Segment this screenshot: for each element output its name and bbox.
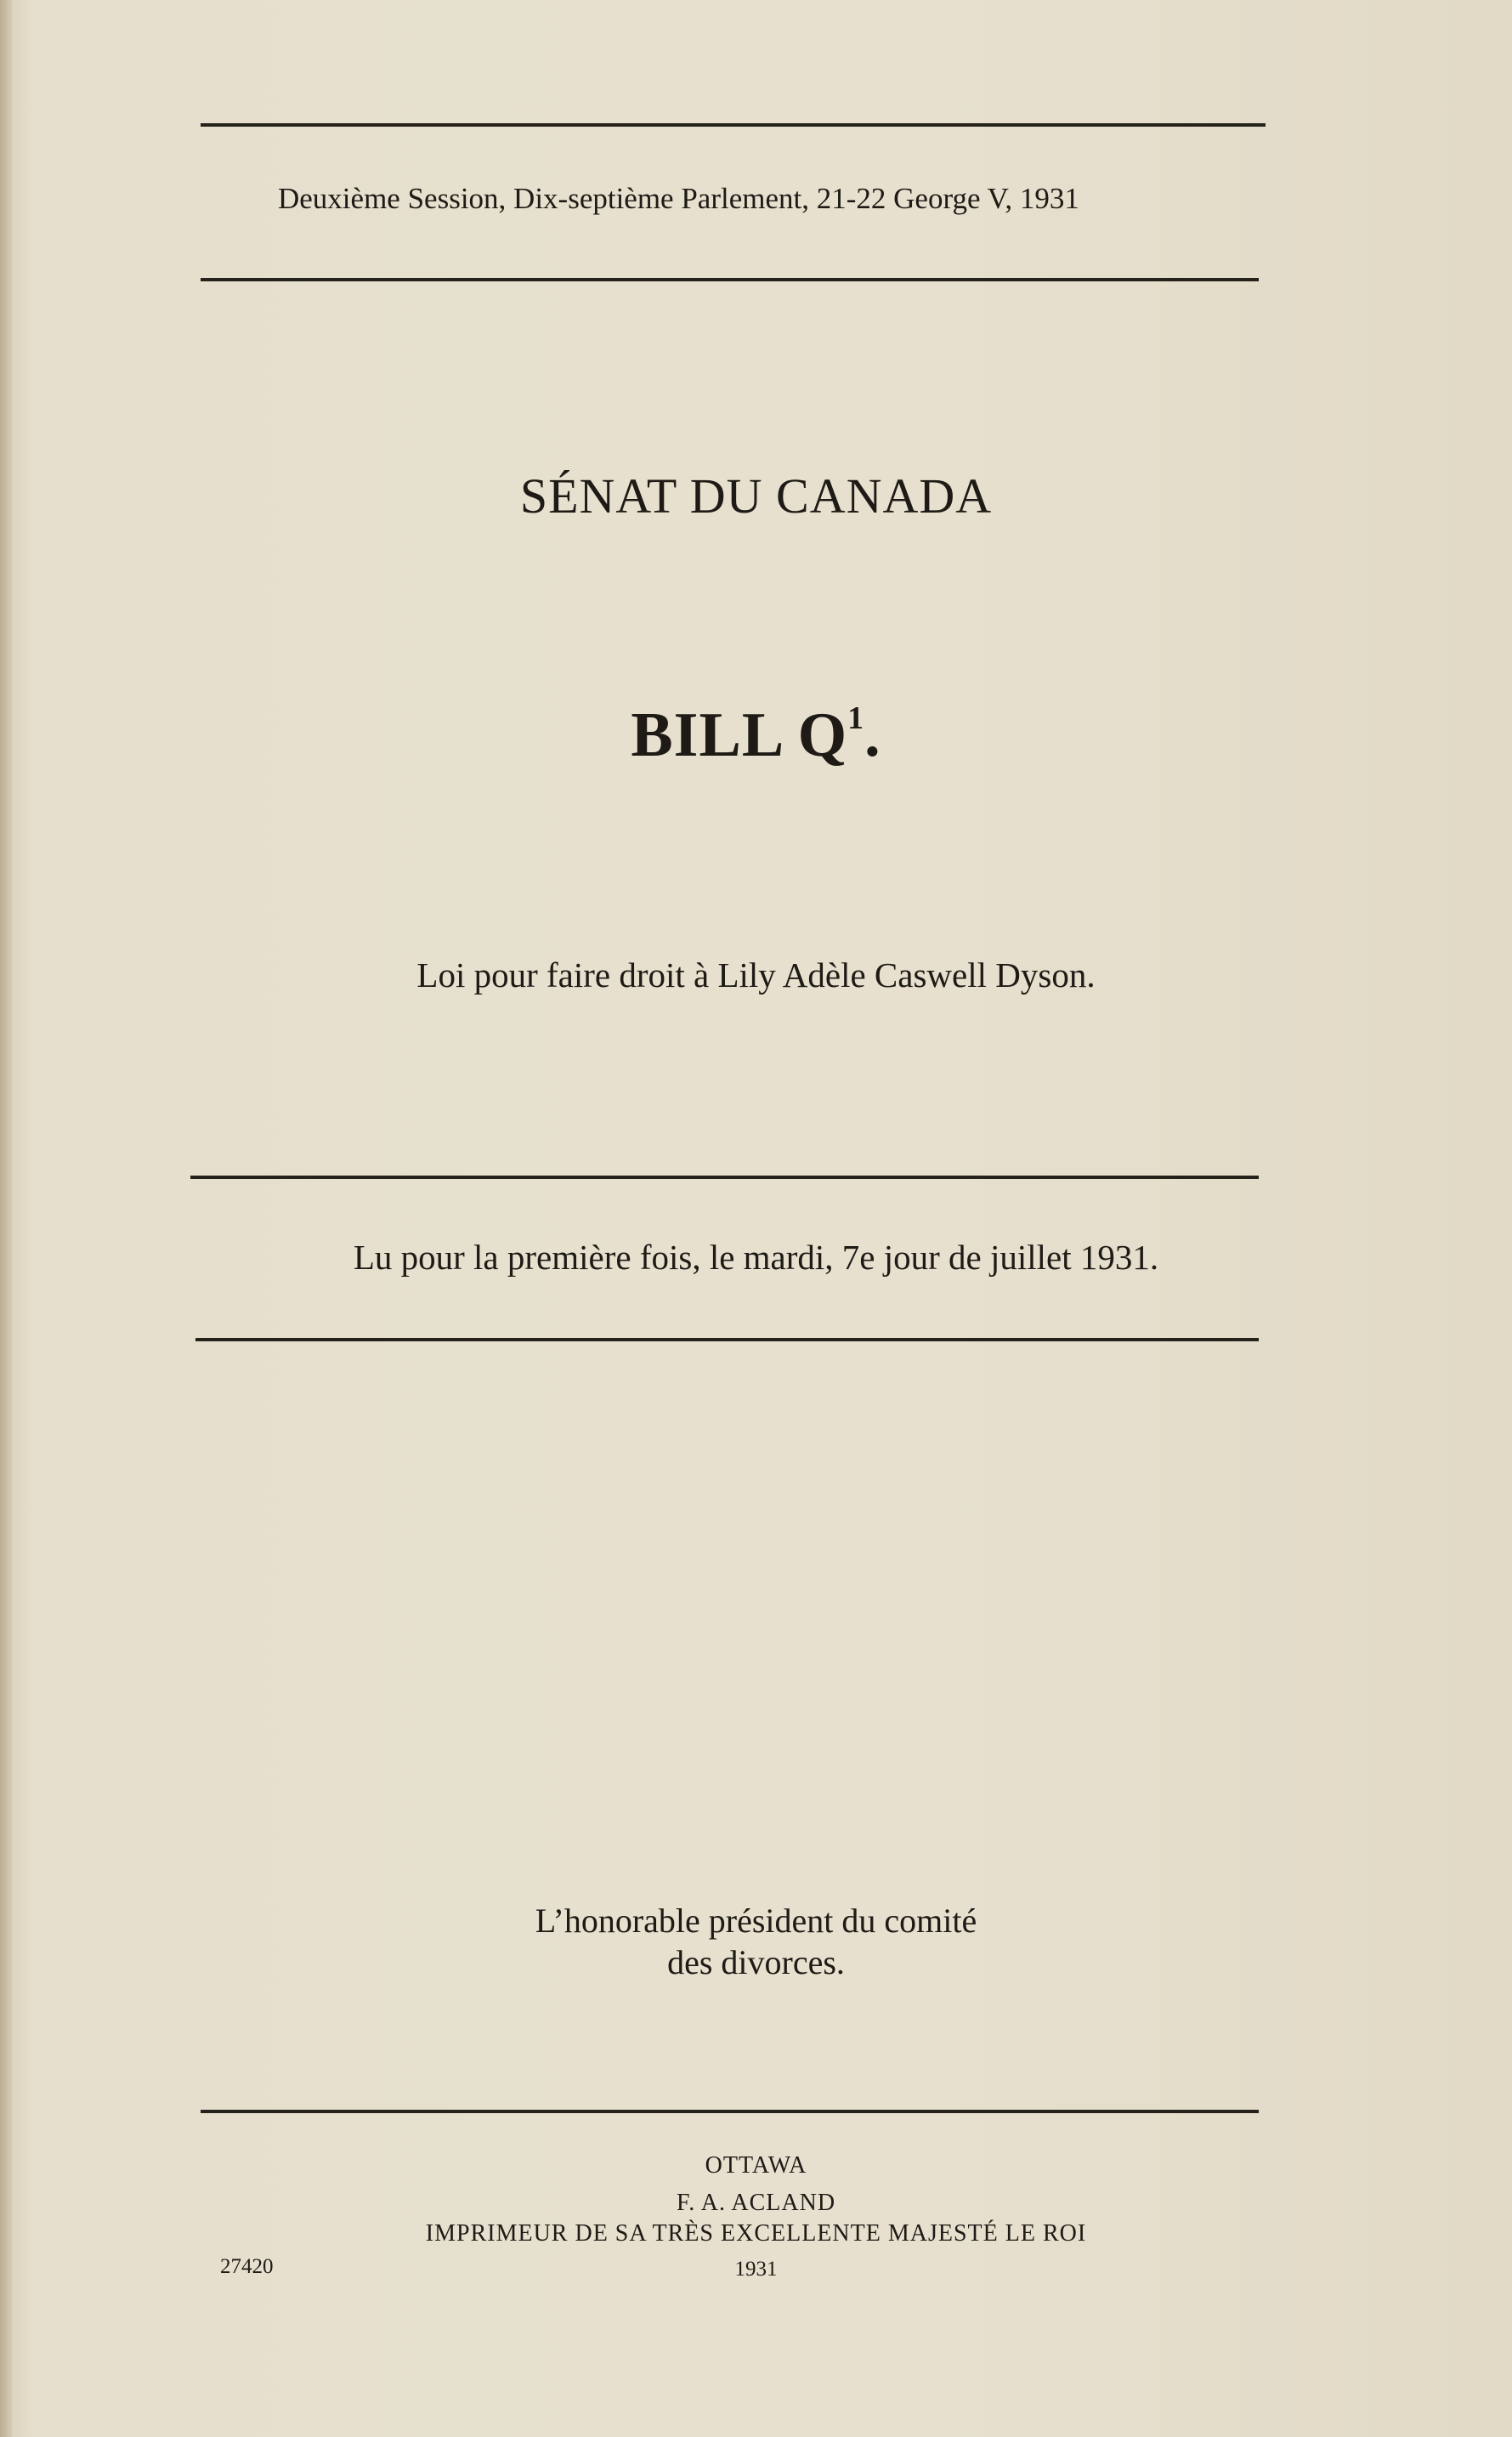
bill-description: Loi pour faire droit à Lily Adèle Caswell Dyson. <box>416 955 1096 995</box>
description-rule <box>190 1176 1259 1179</box>
binding-edge <box>0 0 12 2437</box>
top-rule <box>201 123 1266 127</box>
imprint-year: 1931 <box>734 2258 778 2281</box>
imprint-rule <box>201 2110 1259 2113</box>
senate-title: SÉNAT DU CANADA <box>519 468 993 524</box>
imprint-city: OTTAWA <box>705 2152 807 2179</box>
bill-suffix: . <box>864 700 881 770</box>
session-line: Deuxième Session, Dix-septième Parlement, 21-22 George V, 1931 <box>278 182 1079 215</box>
imprint-job-number: 27420 <box>220 2255 274 2278</box>
reading-note: Lu pour la première fois, le mardi, 7e jour de juillet 1931. <box>353 1238 1159 1277</box>
sponsor-line-1: L’honorable président du comité <box>535 1901 977 1940</box>
bill-label: BILL Q <box>631 700 848 770</box>
header-bottom-rule <box>201 278 1259 281</box>
imprint-printer-title: IMPRIMEUR DE SA TRÈS EXCELLENTE MAJESTÉ LE ROI <box>425 2220 1087 2247</box>
bill-superscript: 1 <box>847 700 865 736</box>
sponsor-line-2: des divorces. <box>667 1943 845 1981</box>
reading-rule <box>195 1338 1259 1341</box>
imprint-printer: F. A. ACLAND <box>676 2190 836 2216</box>
bill-title <box>0 700 1512 772</box>
